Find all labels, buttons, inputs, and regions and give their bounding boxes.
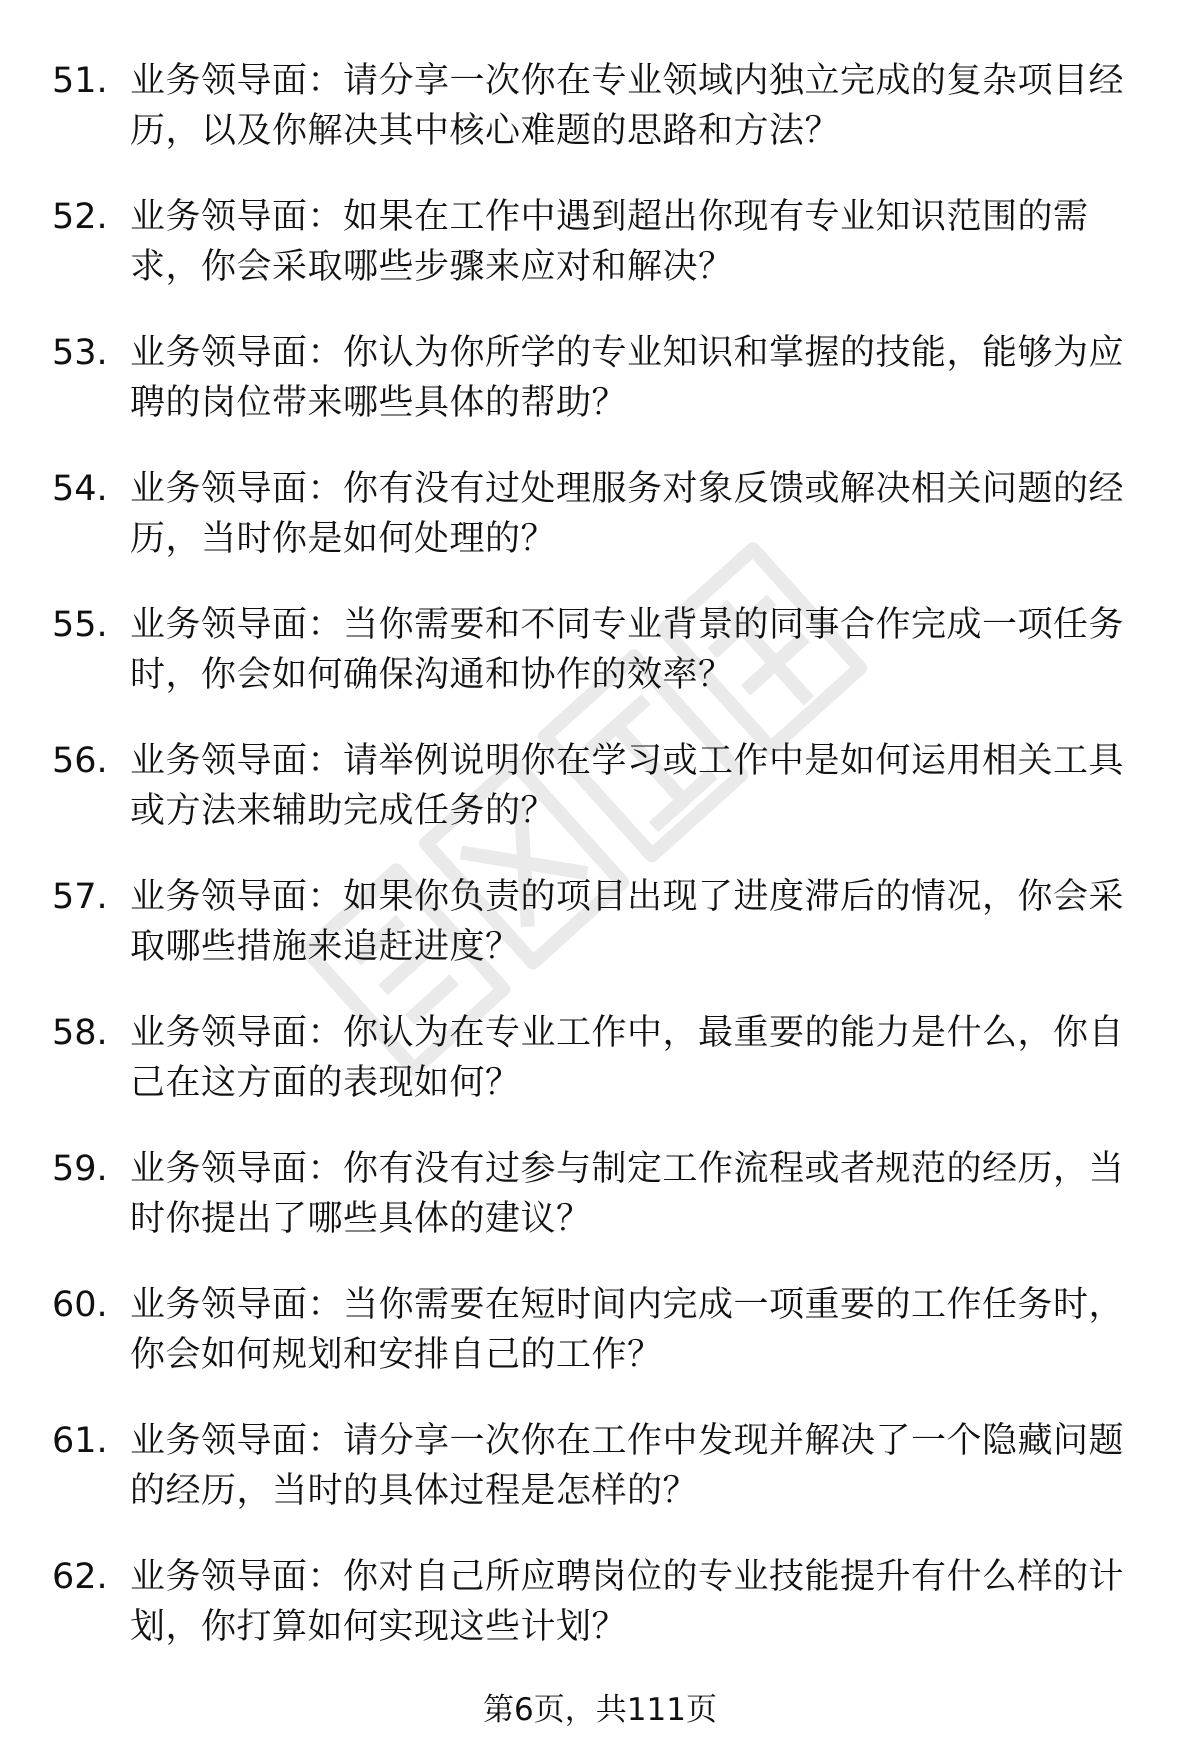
question-number: 51. [52,61,108,101]
question-number: 57. [52,877,108,917]
question-text: 业务领导面：你认为在专业工作中，最重要的能力是什么，你自己在这方面的表现如何？ [130,1013,1125,1103]
question-text: 业务领导面：你有没有过处理服务对象反馈或解决相关问题的经历，当时你是如何处理的？ [130,469,1125,559]
question-list [52,56,1142,1688]
question-item-60 [52,1280,1142,1380]
question-text: 业务领导面：当你需要和不同专业背景的同事合作完成一项任务时，你会如何确保沟通和协作的效率？ [130,605,1125,695]
question-number: 61. [52,1421,108,1461]
question-number: 59. [52,1149,108,1189]
question-text: 业务领导面：如果你负责的项目出现了进度滞后的情况，你会采取哪些措施来追赶进度？ [130,877,1125,967]
question-item-52 [52,192,1142,292]
question-item-59 [52,1144,1142,1244]
question-text: 业务领导面：请举例说明你在学习或工作中是如何运用相关工具或方法来辅助完成任务的？ [130,741,1125,831]
question-number: 54. [52,469,108,509]
question-text: 业务领导面：如果在工作中遇到超出你现有专业知识范围的需求，你会采取哪些步骤来应对和解决？ [130,197,1089,287]
question-text: 业务领导面：当你需要在短时间内完成一项重要的工作任务时，你会如何规划和安排自己的工作？ [130,1285,1125,1375]
question-item-54 [52,464,1142,564]
question-item-56 [52,736,1142,836]
question-number: 56. [52,741,108,781]
question-number: 58. [52,1013,108,1053]
question-text: 业务领导面：你对自己所应聘岗位的专业技能提升有什么样的计划，你打算如何实现这些计划？ [130,1557,1125,1647]
question-number: 60. [52,1285,108,1325]
question-item-61 [52,1416,1142,1516]
question-number: 62. [52,1557,108,1597]
page-footer: 第6页，共111页 [483,1692,717,1728]
question-number: 53. [52,333,108,373]
question-text: 业务领导面：请分享一次你在专业领域内独立完成的复杂项目经历，以及你解决其中核心难题的思路和方法？ [130,61,1125,151]
question-number: 52. [52,197,108,237]
question-item-51 [52,56,1142,156]
question-item-62 [52,1552,1142,1652]
question-text: 业务领导面：请分享一次你在工作中发现并解决了一个隐藏问题的经历，当时的具体过程是怎样的？ [130,1421,1125,1511]
question-item-57 [52,872,1142,972]
question-item-58 [52,1008,1142,1108]
question-text: 业务领导面：你有没有过参与制定工作流程或者规范的经历，当时你提出了哪些具体的建议？ [130,1149,1125,1239]
question-text: 业务领导面：你认为你所学的专业知识和掌握的技能，能够为应聘的岗位带来哪些具体的帮助？ [130,333,1125,423]
question-item-55 [52,600,1142,700]
question-number: 55. [52,605,108,645]
question-item-53 [52,328,1142,428]
